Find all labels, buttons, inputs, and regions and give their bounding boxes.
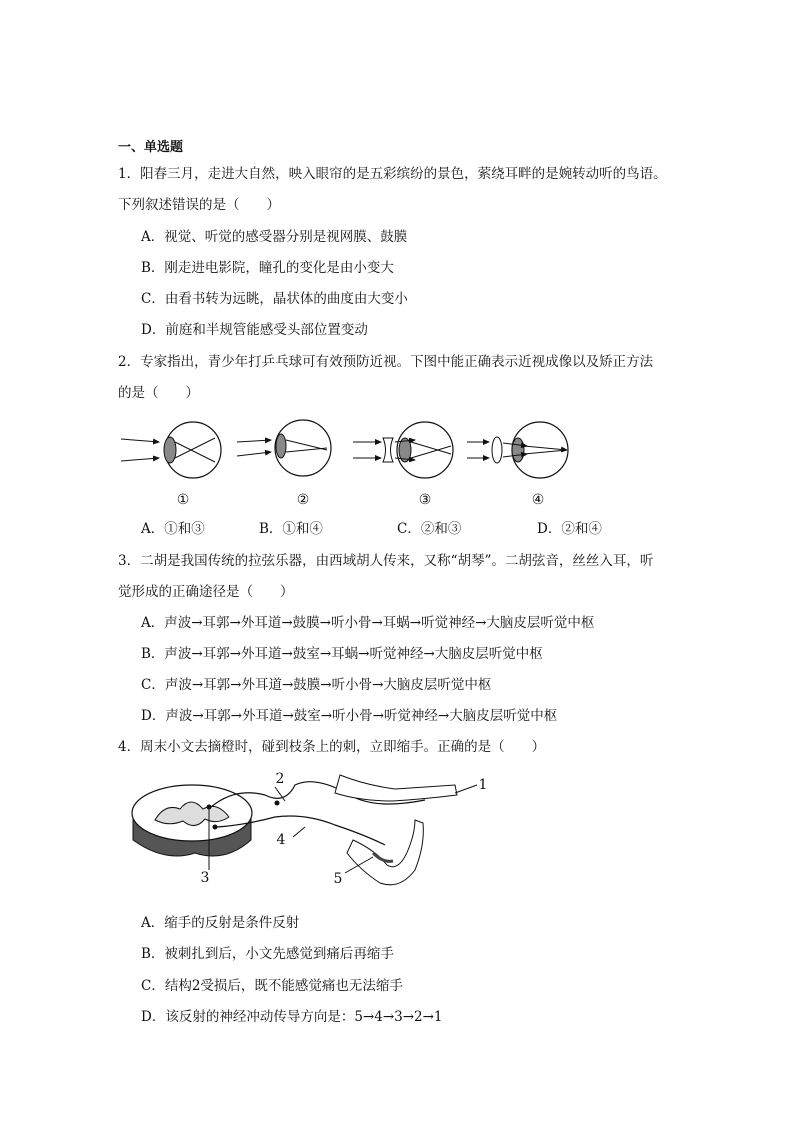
question-1-option-d[interactable]: D．前庭和半规管能感受头部位置变动	[141, 322, 368, 338]
eye-diagram-4	[467, 422, 568, 478]
question-2-option-d[interactable]: D．②和④	[537, 521, 602, 537]
question-2-stem-line2: 的是（ ）	[118, 385, 199, 401]
question-4-option-b[interactable]: B．被刺扎到后，小文先感觉到痛后再缩手	[141, 946, 394, 962]
eye-diagram-2	[237, 420, 331, 476]
question-3-option-b[interactable]: B．声波→耳郭→外耳道→鼓室→耳蜗→听觉神经→大脑皮层听觉中枢	[141, 646, 543, 662]
figure-label-1: ①	[176, 492, 190, 508]
figure-label-2: ②	[296, 492, 310, 508]
section-title: 一、单选题	[118, 140, 184, 155]
question-4-option-c[interactable]: C．结构2受损后，既不能感觉痛也无法缩手	[141, 978, 403, 994]
figure-label-4: ④	[531, 492, 545, 508]
question-3-option-a[interactable]: A．声波→耳郭→外耳道→鼓膜→听小骨→耳蜗→听觉神经→大脑皮层听觉中枢	[141, 615, 595, 631]
eye-diagram-3	[353, 422, 453, 478]
reflex-label-3: 3	[200, 870, 210, 886]
question-3-stem-line1: 3．二胡是我国传统的拉弦乐器，由西域胡人传来，又称“胡琴”。二胡弦音，丝丝入耳，听	[118, 553, 654, 569]
question-2-option-a[interactable]: A．①和③	[141, 521, 205, 537]
question-4-stem: 4．周末小文去摘橙时，碰到枝条上的刺，立即缩手。正确的是（ ）	[118, 739, 546, 755]
question-3-stem-line2: 觉形成的正确途径是（ ）	[118, 584, 294, 600]
question-1-option-b[interactable]: B．刚走进电影院，瞳孔的变化是由小变大	[141, 260, 394, 276]
question-1-stem-line2: 下列叙述错误的是（ ）	[118, 197, 280, 213]
question-4-option-a[interactable]: A．缩手的反射是条件反射	[141, 915, 300, 931]
question-2-option-c[interactable]: C．②和③	[397, 521, 462, 537]
question-1-option-c[interactable]: C．由看书转为远眺，晶状体的曲度由大变小	[141, 291, 408, 307]
reflex-label-1: 1	[478, 777, 488, 793]
eye-diagram-1	[121, 422, 221, 478]
figure-label-3: ③	[418, 492, 432, 508]
reflex-label-2: 2	[275, 771, 285, 787]
spinal-cord-section	[132, 785, 252, 856]
question-3-option-d[interactable]: D．声波→耳郭→外耳道→鼓室→听小骨→听觉神经→大脑皮层听觉中枢	[141, 708, 558, 724]
question-3-option-c[interactable]: C．声波→耳郭→外耳道→鼓膜→听小骨→大脑皮层听觉中枢	[141, 677, 492, 693]
question-1-stem-line1: 1．阳春三月，走进大自然，映入眼帘的是五彩缤纷的景色，萦绕耳畔的是婉转动听的鸟语。	[118, 166, 667, 182]
question-4-option-d[interactable]: D．该反射的神经冲动传导方向是：5→4→3→2→1	[141, 1009, 443, 1025]
eye-diagrams-figure	[115, 410, 575, 490]
question-2-stem-line1: 2．专家指出，青少年打乒乓球可有效预防近视。下图中能正确表示近视成像以及矫正方法	[118, 354, 654, 370]
question-2-option-b[interactable]: B．①和④	[259, 521, 323, 537]
question-1-option-a[interactable]: A．视觉、听觉的感受器分别是视网膜、鼓膜	[141, 229, 408, 245]
reaching-arm	[335, 775, 457, 801]
withdrawn-arm	[347, 820, 423, 885]
reflex-label-5: 5	[333, 871, 343, 887]
reflex-label-4: 4	[276, 832, 286, 848]
reflex-arc-figure	[125, 765, 495, 895]
